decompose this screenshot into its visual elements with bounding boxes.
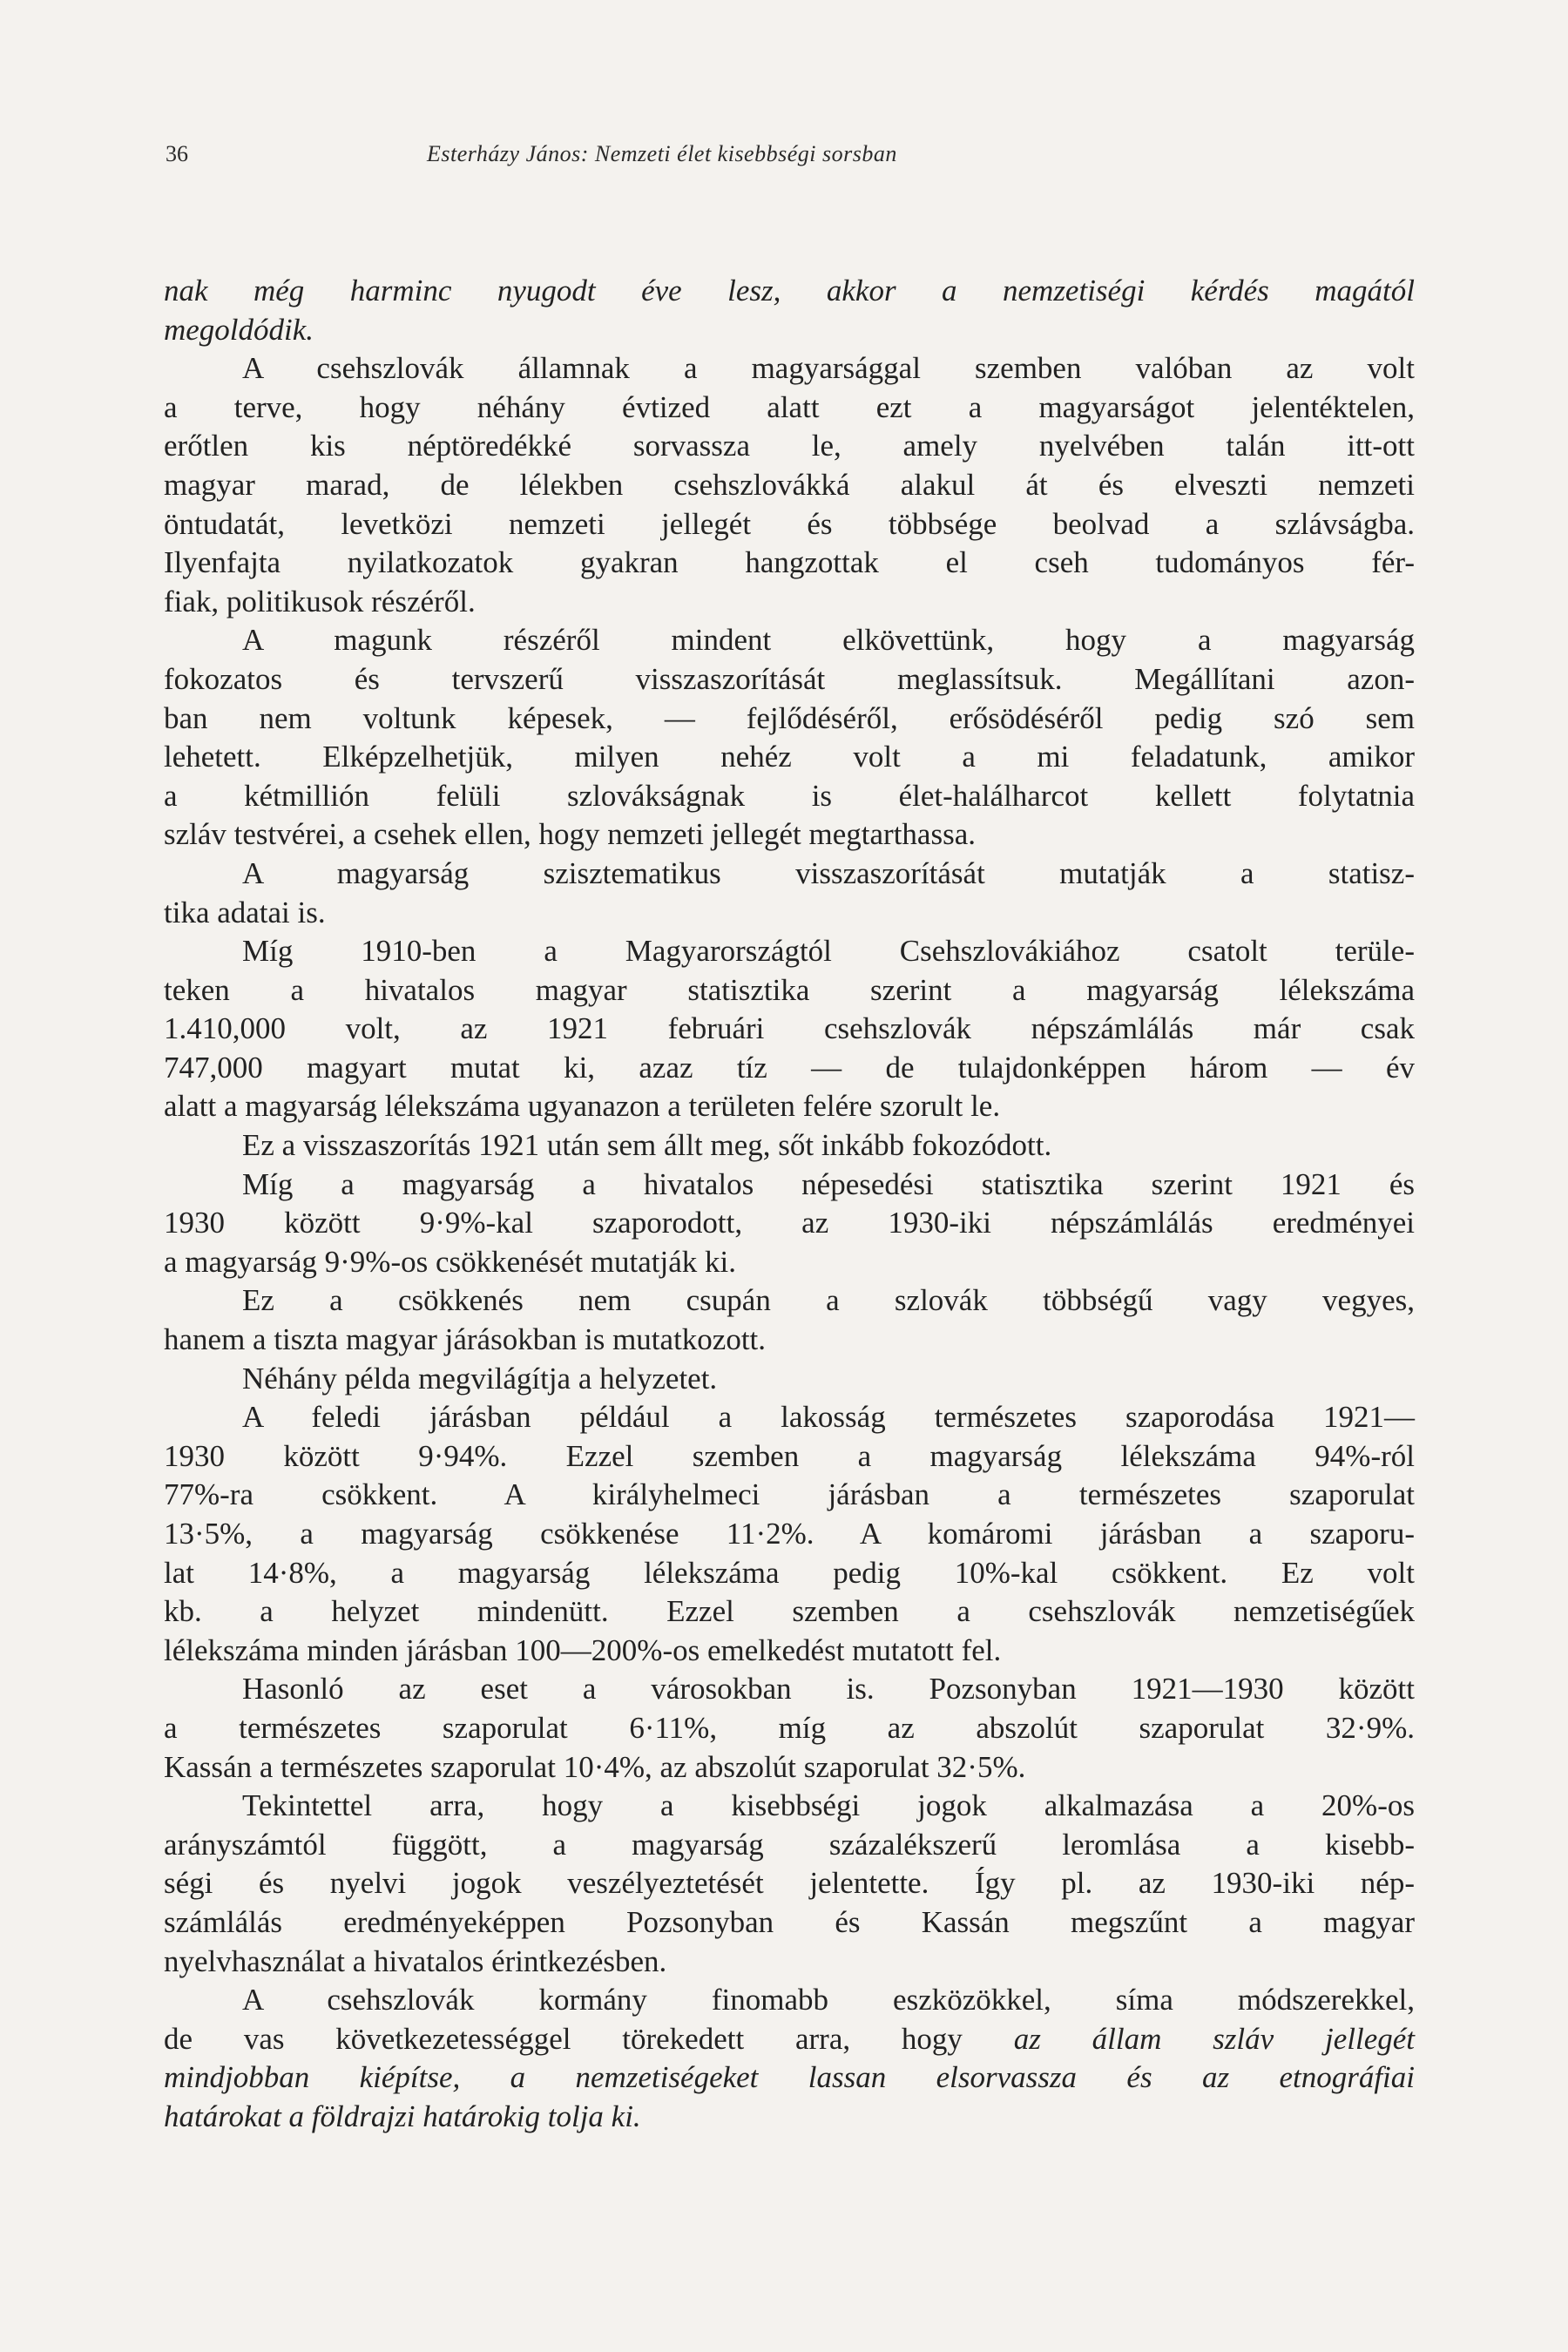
text-line: öntudatát, levetközi nemzeti jellegét és többsége beolvad a szlávságba. [164, 506, 1415, 541]
text-line: 1.410,000 volt, az 1921 februári csehszlovák népszámlálás már csak [164, 1011, 1415, 1046]
text-line: 1930 között 9·9%-kal szaporodott, az 1930-iki népszámlálás eredményei [164, 1206, 1415, 1240]
text-line: arányszámtól függött, a magyarság százalékszerű leromlása a kisebb- [164, 1827, 1415, 1862]
text-line: Tekintettel arra, hogy a kisebbségi jogok alkalmazása a 20%-os [242, 1788, 1415, 1823]
text-line: Míg a magyarság a hivatalos népesedési statisztika szerint 1921 és [242, 1166, 1415, 1201]
text-segment: de vas következetességgel törekedett arra, hogy [164, 2021, 1014, 2056]
text-line: a kétmillión felüli szlovákságnak is élet-halálharcot kellett folytatnia [164, 778, 1415, 813]
text-line: Míg 1910-ben a Magyarországtól Csehszlovákiához csatolt terüle- [242, 934, 1415, 969]
text-line: kb. a helyzet mindenütt. Ezzel szemben a csehszlovák nemzetiségűek [164, 1594, 1415, 1629]
text-line: a terve, hogy néhány évtized alatt ezt a magyarságot jelentéktelen, [164, 389, 1415, 424]
body-text [164, 272, 1415, 2137]
text-line: Néhány példa megvilágítja a helyzetet. [242, 1361, 718, 1396]
running-title: Esterházy János: Nemzeti élet kisebbségi sorsban [427, 141, 897, 166]
text-line: nak még harminc nyugodt éve lesz, akkor a nemzetiségi kérdés magától [164, 274, 1415, 308]
text-line: alatt a magyarság lélekszáma ugyanazon a területen felére szorult le. [164, 1089, 1001, 1124]
text-line: Kassán a természetes szaporulat 10·4%, az abszolút szaporulat 32·5%. [164, 1749, 1026, 1784]
text-line: ban nem voltunk képesek, — fejlődéséről, erősödéséről pedig szó sem [164, 700, 1415, 735]
text-line: 13·5%, a magyarság csökkenése 11·2%. A komáromi járásban a szaporu- [164, 1517, 1415, 1551]
text-line: A magunk részéről mindent elkövettünk, hogy a magyarság [242, 623, 1415, 658]
text-line: lehetett. Elképzelhetjük, milyen nehéz volt a mi feladatunk, amikor [164, 740, 1415, 774]
text-line: Ez a visszaszorítás 1921 után sem állt meg, sőt inkább fokozódott. [242, 1128, 1052, 1163]
text-line: mindjobban kiépítse, a nemzetiségeket lassan elsorvassza és az etnográfiai [164, 2060, 1415, 2095]
text-line: A csehszlovák kormány finomabb eszközökkel, síma módszerekkel, [242, 1983, 1415, 2017]
text-line: lélekszáma minden járásban 100—200%-os emelkedést mutatott fel. [164, 1632, 1002, 1667]
text-line: a magyarság 9·9%-os csökkenését mutatják ki. [164, 1244, 737, 1279]
text-line: A feledi járásban például a lakosság természetes szaporodása 1921— [242, 1400, 1415, 1435]
text-line: teken a hivatalos magyar statisztika szerint a magyarság lélekszáma [164, 972, 1415, 1007]
text-line: Hasonló az eset a városokban is. Pozsonyban 1921—1930 között [242, 1672, 1415, 1707]
running-head [166, 141, 1420, 176]
text-line: A csehszlovák államnak a magyarsággal szemben valóban az volt [242, 351, 1415, 386]
text-line: 747,000 magyart mutat ki, azaz tíz — de tulajdonképpen három — év [164, 1050, 1415, 1085]
text-line: szláv testvérei, a csehek ellen, hogy nemzeti jellegét megtarthassa. [164, 817, 976, 852]
text-line: A magyarság szisztematikus visszaszorítását mutatják a statisz- [242, 855, 1415, 890]
text-line [164, 2020, 1415, 2059]
text-line: megoldódik. [164, 312, 314, 347]
text-line: fokozatos és tervszerű visszaszorítását meglassítsuk. Megállítani azon- [164, 661, 1415, 696]
text-line: fiak, politikusok részéről. [164, 584, 476, 618]
text-line: lat 14·8%, a magyarság lélekszáma pedig 10%-kal csökkent. Ez volt [164, 1555, 1415, 1590]
text-line: erőtlen kis néptöredékké sorvassza le, amely nyelvében talán itt-ott [164, 429, 1415, 463]
text-line: Ilyenfajta nyilatkozatok gyakran hangzottak el cseh tudományos fér- [164, 545, 1415, 580]
text-line: tika adatai is. [164, 895, 326, 929]
text-line: 1930 között 9·94%. Ezzel szemben a magyarság lélekszáma 94%-ról [164, 1438, 1415, 1473]
text-line: számlálás eredményeképpen Pozsonyban és Kassán megszűnt a magyar [164, 1904, 1415, 1939]
page-number: 36 [166, 141, 188, 166]
text-line: 77%-ra csökkent. A királyhelmeci járásban a természetes szaporulat [164, 1477, 1415, 1512]
text-line: Ez a csökkenés nem csupán a szlovák többségű vagy vegyes, [242, 1283, 1415, 1318]
text-line: hanem a tiszta magyar járásokban is mutatkozott. [164, 1322, 767, 1357]
text-line: ségi és nyelvi jogok veszélyeztetését jelentette. Így pl. az 1930-iki nép- [164, 1866, 1415, 1901]
text-line: a természetes szaporulat 6·11%, míg az abszolút szaporulat 32·9%. [164, 1710, 1415, 1745]
text-line: magyar marad, de lélekben csehszlovákká alakul át és elveszti nemzeti [164, 467, 1415, 502]
text-line: határokat a földrajzi határokig tolja ki. [164, 2099, 641, 2133]
text-line: nyelvhasználat a hivatalos érintkezésben. [164, 1943, 667, 1978]
italic-segment: az állam szláv jellegét [1013, 2021, 1415, 2056]
